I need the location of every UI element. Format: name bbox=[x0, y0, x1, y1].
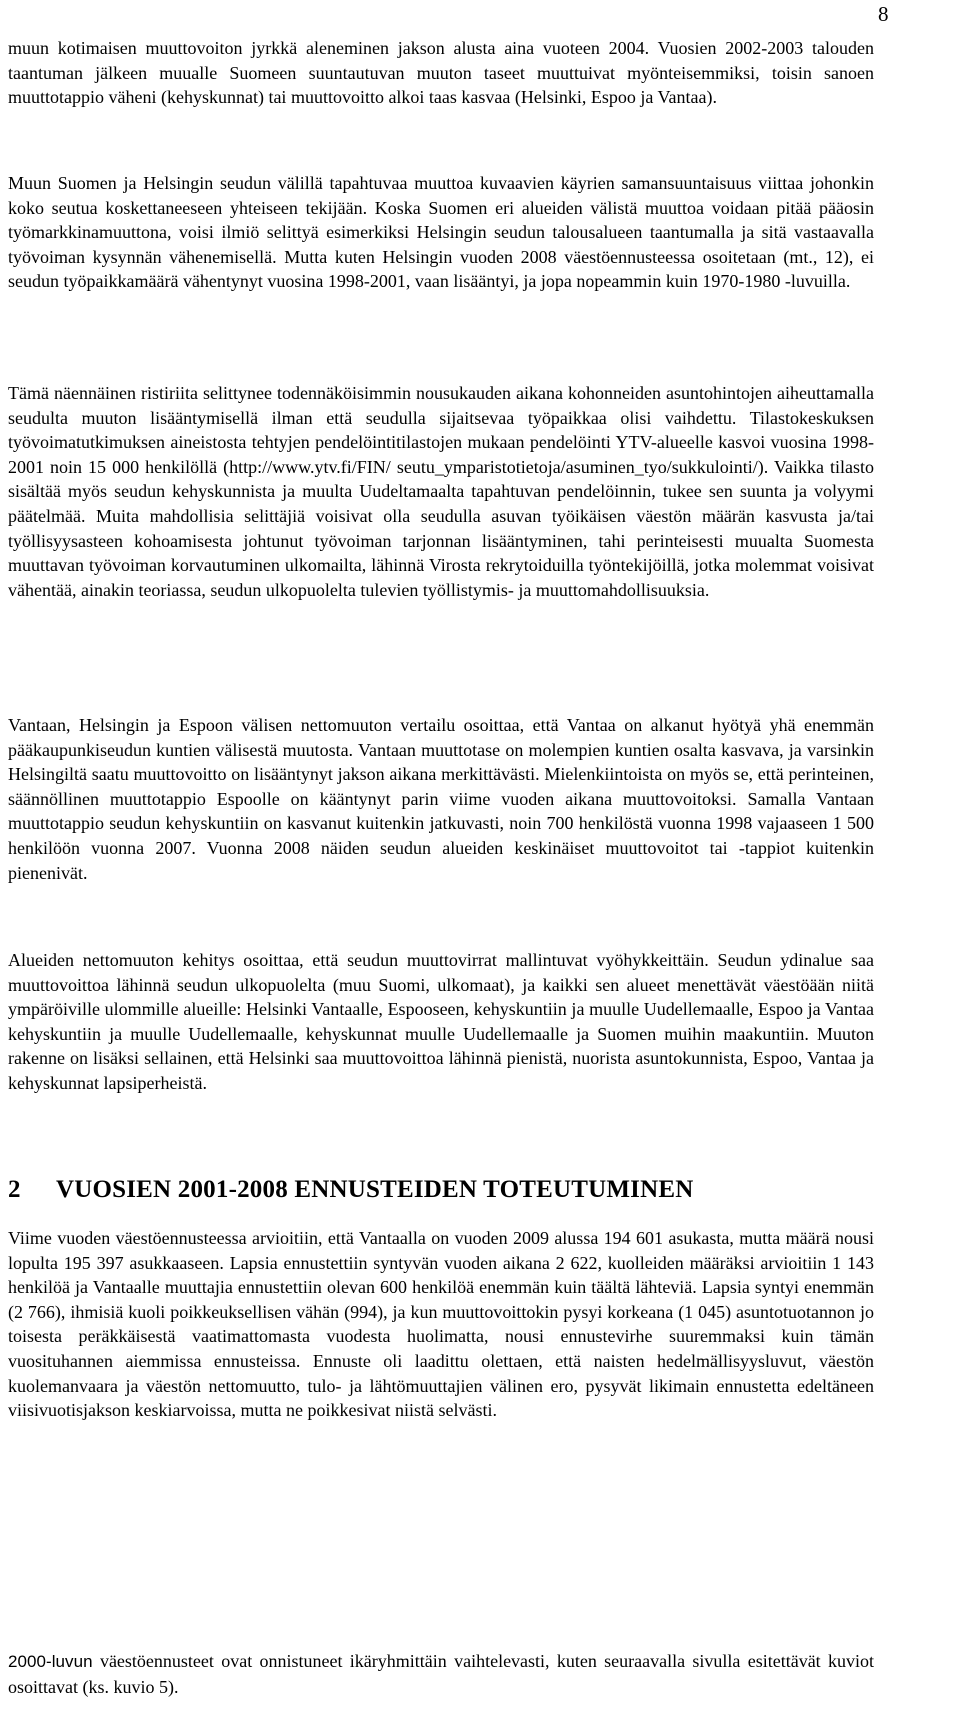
paragraph-2: Muun Suomen ja Helsingin seudun välillä tapahtuvaa muuttoa kuvaavien käyrien samansuuntaisuus viittaa johonkin koko seutua koskettaneeseen yhteiseen tekijään. Koska Suomen eri alueiden välistä muuttoa voidaan pitää pääosin työmarkkinamuuttona, voisi ilmiö selittyä esimerkiksi Helsingin seudun talousalueen taantumalla ja sitä vastaavalla työvoiman kysynnän vähenemisellä. Mutta kuten Helsingin vuoden 2008 väestöennusteessa osoitetaan (mt., 12), ei seudun työpaikkamäärä vähentynyt vuosina 1998-2001, vaan lisääntyi, ja jopa nopeammin kuin 1970-1980 -luvuilla. bbox=[8, 173, 874, 292]
paragraph-6: Viime vuoden väestöennusteessa arvioitiin, että Vantaalla on vuoden 2009 alussa 194 601 asukasta, mutta määrä nousi lopulta 195 397 asukkaaseen. Lapsia ennustettiin syntyvän vuoden aikana 2 622, kuolleiden määräksi arvioitiin 1 143 henkilöä ja Vantaalle muuttajia ennustettiin olevan 600 henkilöä enemmän kuin täältä lähteviä. Lapsia syntyi enemmän (2 766), ihmisiä kuoli poikkeuksellisen vähän (994), ja kun muuttovoittokin pysyi korkeana (1 045) asuntotuotannon jo toisesta peräkkäisestä vaatimattomasta vuodesta huolimatta, nousi ennustevirhe suuremmaksi kuin tämän vuosituhannen aiemmissa ennusteissa. Ennuste oli laadittu olettaen, että naisten hedelmällisyysluvut, väestön kuolemanvaara ja väestön nettomuutto, tulo- ja lähtömuuttajien välinen ero, pysyvät likimain ennustetta edeltäneen viisivuotisjakson keskiarvoissa, mutta ne poikkesivat niistä selvästi. bbox=[8, 1228, 874, 1421]
section-title: VUOSIEN 2001-2008 ENNUSTEIDEN TOTEUTUMINEN bbox=[56, 1176, 694, 1203]
paragraph-4: Vantaan, Helsingin ja Espoon välisen nettomuuton vertailu osoittaa, että Vantaa on alkanut hyötyä yhä enemmän pääkaupunkiseudun kuntien välisestä muutosta. Vantaan muuttotase on molempien kuntien osalta kasvava, ja varsinkin Helsingiltä saatu muuttovoitto on lisääntynyt jakson aikana merkittävästi. Mielenkiintoista on myös se, että perinteinen, säännöllinen muuttotappio Espoolle on kääntynyt parin viime vuoden aikana muuttovoitoksi. Samalla Vantaan muuttotappio seudun kehyskuntiin on kasvanut kuitenkin jatkuvasti, noin 700 henkilöstä vuonna 1998 vajaaseen 1 500 henkilöön vuonna 2007. Vuonna 2008 näiden seudun alueiden keskinäiset muuttovoitot tai -tappiot kuitenkin pienenivät. bbox=[8, 715, 874, 883]
paragraph-3: Tämä näennäinen ristiriita selittynee todennäköisimmin nousukauden aikana kohonneiden asuntohintojen aiheuttamalla seudulta muuton lisääntymisellä ilman että seudulla sijaitsevaa työpaikkaa olisi vaihdettu. Tilastokeskuksen työvoimatutkimuksen aineistosta tehtyjen pendelöintitilastojen mukaan pendelöinti YTV-alueelle kasvoi vuosina 1998-2001 noin 15 000 henkilöllä (http://www.ytv.fi/FIN/ seutu_ymparistotietoja/asuminen_tyo/sukkulointi/). Vaikka tilasto sisältää myös seudun kehyskunnista ja muulta Uudeltamaalta tapahtuvan pendelöinnin, tukee sen suunta ja volyymi päätelmää. Muita mahdollisia selittäjiä voisivat olla seudulla asuvan työikäisen väestön määrän kasvusta ja/tai työllisyysasteen kohoamisesta johtunut työvoiman tarjonnan lisääntyminen, tahi perinteisesti muualta Suomesta muuttavan työvoiman korvautuminen ulkomailta, lähinnä Virosta rekrytoiduilla työntekijöillä, jotka molemmat voisivat vähentää, ainakin teoriassa, seudun ulkopuolelta tulevien työllistymis- ja muuttomahdollisuuksia. bbox=[8, 383, 874, 600]
paragraph-7-lead: 2000-luvun bbox=[8, 1652, 93, 1671]
paragraph-5: Alueiden nettomuuton kehitys osoittaa, että seudun muuttovirrat mallintuvat vyöhykkeittäin. Seudun ydinalue saa muuttovoittoa lähinnä seudun ulkopuolelta (muu Suomi, ulkomaat), ja kaikki sen alueet menettävät väestöään niitä ympäröiville ulommille alueille: Helsinki Vantaalle, Espooseen, kehyskuntiin ja muulle Uudellemaalle, Espoo ja Vantaa kehyskuntiin ja muulle Uudellemaalle, kehyskunnat muulle Uudellemaalle ja Suomen muihin maakuntiin. Muuton rakenne on lisäksi sellainen, että Helsinki saa muuttovoittoa lähinnä pienistä, nuorista asuntokunnista, Espoo, Vantaa ja kehyskunnat lapsiperheistä. bbox=[8, 950, 874, 1093]
section-heading bbox=[8, 1176, 693, 1204]
section-number: 2 bbox=[8, 1176, 21, 1203]
paragraph-7 bbox=[8, 1649, 874, 1699]
paragraph-1: muun kotimaisen muuttovoiton jyrkkä aleneminen jakson alusta aina vuoteen 2004. Vuosien 2002-2003 talouden taantuman jälkeen muualle Suomeen suuntautuvan muuton taseet muuttuivat myönteisemmiksi, toisin sanoen muuttotappio väheni (kehyskunnat) tai muuttovoitto alkoi taas kasvaa (Helsinki, Espoo ja Vantaa). bbox=[8, 38, 874, 108]
paragraph-7-rest: väestöennusteet ovat onnistuneet ikäryhmittäin vaihtelevasti, kuten seuraavalla sivulla esitettävät kuviot osoittavat (ks. kuvio 5). bbox=[8, 1651, 874, 1697]
page-number: 8 bbox=[878, 2, 889, 26]
